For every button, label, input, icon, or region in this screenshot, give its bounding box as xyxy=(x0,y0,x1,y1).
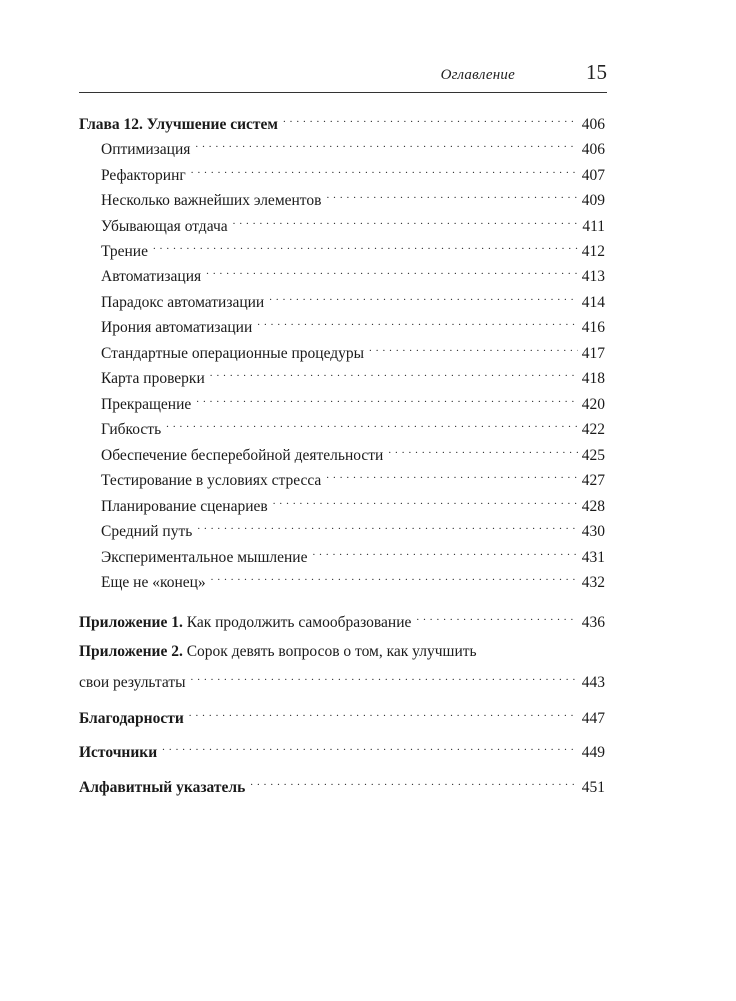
sources-title: Источники xyxy=(79,744,158,761)
section-page: 417 xyxy=(581,345,605,362)
toc-section-entry[interactable] xyxy=(101,567,605,591)
toc-section-entry[interactable] xyxy=(101,465,605,489)
section-page: 409 xyxy=(581,192,605,209)
section-title: Несколько важнейших элементов xyxy=(101,192,322,209)
toc-section-entry[interactable] xyxy=(101,134,605,158)
section-title: Тестирование в условиях стресса xyxy=(101,472,322,489)
section-title: Оптимизация xyxy=(101,141,191,158)
toc-acknowledgements-entry[interactable] xyxy=(79,703,605,727)
section-title: Экспериментальное мышление xyxy=(101,549,308,566)
toc-section-entry[interactable] xyxy=(101,185,605,209)
appendix1-text: Как продолжить самообразование xyxy=(182,614,412,631)
section-page: 407 xyxy=(581,167,605,184)
section-title: Парадокс автоматизации xyxy=(101,294,265,311)
dot-leader xyxy=(204,261,578,281)
header-rule xyxy=(79,92,607,93)
running-header xyxy=(79,58,607,88)
dot-leader xyxy=(367,338,578,358)
toc-sources-entry[interactable] xyxy=(79,737,605,761)
dot-leader xyxy=(267,287,578,307)
section-title: Карта проверки xyxy=(101,370,205,387)
dot-leader xyxy=(386,440,577,460)
dot-leader xyxy=(189,160,578,180)
section-title: Планирование сценариев xyxy=(101,498,268,515)
dot-leader xyxy=(208,363,578,383)
section-title: Трение xyxy=(101,243,148,260)
toc-section-entry[interactable] xyxy=(101,211,605,235)
toc-section-entry[interactable] xyxy=(101,516,605,540)
dot-leader xyxy=(281,109,578,129)
section-page: 416 xyxy=(581,319,605,336)
section-page: 431 xyxy=(581,549,605,566)
appendix1-lead: Приложение 1. xyxy=(79,614,183,631)
dot-leader xyxy=(271,491,578,511)
dot-leader xyxy=(164,414,578,434)
appendix2-title-line2: свои результаты xyxy=(79,674,186,691)
header-page-number: 15 xyxy=(586,60,607,84)
toc-index-entry[interactable] xyxy=(79,772,605,796)
dot-leader xyxy=(151,236,578,256)
dot-leader xyxy=(160,737,578,757)
section-page: 427 xyxy=(581,472,605,489)
index-page: 451 xyxy=(581,779,605,796)
toc-section-entry[interactable] xyxy=(101,236,605,260)
toc-section-entry[interactable] xyxy=(101,542,605,566)
dot-leader xyxy=(414,607,577,627)
section-page: 428 xyxy=(581,498,605,515)
chapter-title: Глава 12. Улучшение систем xyxy=(79,116,278,133)
section-page: 420 xyxy=(581,396,605,413)
dot-leader xyxy=(209,567,578,587)
toc-section-entry[interactable] xyxy=(101,287,605,311)
dot-leader xyxy=(310,542,577,562)
sources-page: 449 xyxy=(581,744,605,761)
acknowledgements-title: Благодарности xyxy=(79,710,184,727)
appendix2-text: Сорок девять вопросов о том, как улучшить xyxy=(182,643,477,660)
dot-leader xyxy=(194,389,577,409)
dot-leader xyxy=(187,703,578,723)
acknowledgements-page: 447 xyxy=(581,710,605,727)
toc-section-entry[interactable] xyxy=(101,363,605,387)
section-page: 406 xyxy=(581,141,605,158)
dot-leader xyxy=(255,312,577,332)
appendix1-page: 436 xyxy=(581,614,605,631)
appendix1-title xyxy=(79,613,414,633)
section-page: 425 xyxy=(581,447,605,464)
dot-leader xyxy=(189,667,578,687)
toc-section-entry[interactable] xyxy=(101,491,605,515)
toc-section-entry[interactable] xyxy=(101,440,605,464)
section-title: Ирония автоматизации xyxy=(101,319,253,336)
section-page: 413 xyxy=(581,268,605,285)
chapter-page: 406 xyxy=(581,116,605,133)
toc-chapter-entry[interactable] xyxy=(79,109,605,133)
dot-leader xyxy=(324,185,577,205)
toc-section-entry[interactable] xyxy=(101,160,605,184)
section-page: 414 xyxy=(581,294,605,311)
dot-leader xyxy=(195,516,577,536)
section-page: 412 xyxy=(581,243,605,260)
section-title: Прекращение xyxy=(101,396,192,413)
section-page: 430 xyxy=(581,523,605,540)
section-page: 422 xyxy=(581,421,605,438)
section-title: Убывающая отдача xyxy=(101,218,228,235)
appendix2-lead: Приложение 2. xyxy=(79,643,183,660)
appendix2-title-line1[interactable] xyxy=(79,642,477,662)
toc-section-entry[interactable] xyxy=(101,414,605,438)
section-title: Гибкость xyxy=(101,421,162,438)
toc-section-entry[interactable] xyxy=(101,261,605,285)
section-page: 418 xyxy=(581,370,605,387)
section-title: Обеспечение бесперебойной деятельности xyxy=(101,447,384,464)
section-title: Рефакторинг xyxy=(101,167,186,184)
section-page: 432 xyxy=(581,574,605,591)
section-title: Стандартные операционные процедуры xyxy=(101,345,365,362)
dot-leader xyxy=(231,211,579,231)
header-title: Оглавление xyxy=(440,67,515,83)
dot-leader xyxy=(248,772,577,792)
toc-section-entry[interactable] xyxy=(101,312,605,336)
section-title: Средний путь xyxy=(101,523,193,540)
section-page: 411 xyxy=(582,218,605,235)
toc-appendix1-entry[interactable] xyxy=(79,607,605,631)
index-title: Алфавитный указатель xyxy=(79,779,246,796)
dot-leader xyxy=(324,465,577,485)
dot-leader xyxy=(193,134,577,154)
toc-section-entry[interactable] xyxy=(101,338,605,362)
section-title: Автоматизация xyxy=(101,268,202,285)
appendix2-page: 443 xyxy=(581,674,605,691)
section-title: Еще не «конец» xyxy=(101,574,206,591)
toc-section-entry[interactable] xyxy=(101,389,605,413)
toc-appendix2-entry[interactable] xyxy=(79,667,605,691)
